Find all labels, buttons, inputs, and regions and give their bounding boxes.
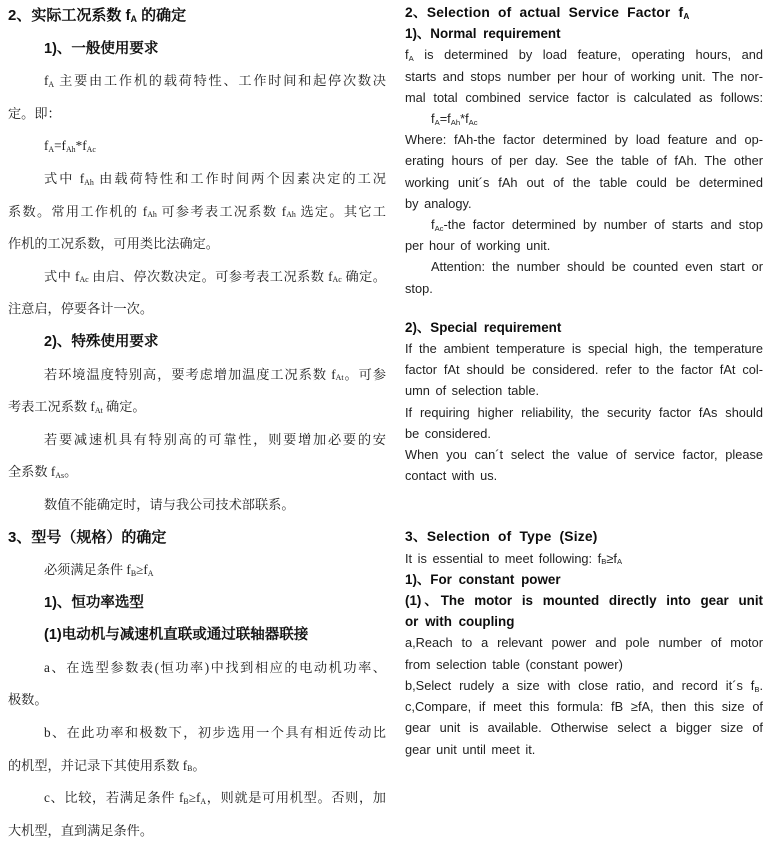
text-run: ≥f: [606, 550, 617, 566]
text-run: 2)、Special requirement: [405, 319, 562, 335]
text-line: [8, 554, 386, 587]
text-line: [405, 590, 763, 611]
text-run: 2、Selection of actual Service Factor f: [405, 5, 684, 20]
text-run: .: [759, 677, 763, 693]
subscript: A: [147, 568, 154, 578]
section-heading: [8, 522, 386, 555]
text-run: f: [44, 73, 49, 89]
section-heading: [8, 0, 386, 33]
text-run: a、在选型参数表(恒功率)中找到相应的电动机功率、: [44, 659, 386, 675]
text-run: starts and stops number per hour of working unit. The nor-: [405, 68, 763, 84]
text-run: 数值不能确定时，请与我公司技术部联系。: [44, 496, 295, 512]
text-run: 若环境温度特别高，要考虑增加温度工况系数 f: [44, 366, 336, 382]
text-line: [405, 739, 763, 760]
subscript: A: [48, 145, 55, 155]
text-line: [405, 66, 763, 87]
text-line: [8, 587, 386, 620]
text-line: [8, 196, 386, 229]
text-line: [8, 815, 386, 848]
text-run: f: [431, 111, 435, 127]
text-run: ≥f: [136, 562, 148, 578]
text-run: working unit´s fAh out of the table could be determined: [405, 174, 763, 190]
text-line: [405, 359, 763, 380]
subsection-heading: [8, 326, 386, 359]
formula: [405, 108, 763, 129]
paragraph: [8, 261, 386, 326]
text-run: When you can´t select the value of service factor, please: [405, 447, 763, 463]
text-line: [8, 65, 386, 98]
text-run: 选定。其它工: [295, 203, 386, 219]
text-run: 系数。常用工作机的 f: [8, 203, 148, 219]
subscript: B: [754, 684, 760, 694]
paragraph: [8, 782, 386, 847]
text-line: [8, 163, 386, 196]
formula: [8, 130, 386, 163]
text-line: [8, 717, 386, 750]
text-line: [405, 526, 763, 547]
text-line: [405, 2, 763, 23]
subscript: At: [335, 373, 344, 383]
text-run: If requiring higher reliability, the security factor fAs should: [405, 404, 763, 420]
paragraph: [8, 163, 386, 261]
text-line: [8, 750, 386, 783]
text-line: [405, 338, 763, 359]
text-run: *f: [75, 138, 87, 154]
text-line: [405, 632, 763, 653]
text-run: 确定。: [102, 399, 146, 415]
text-run: 极数。: [8, 692, 48, 708]
text-line: [405, 193, 763, 214]
paragraph: [405, 675, 763, 696]
text-line: [8, 130, 386, 163]
paragraph: [405, 129, 763, 214]
text-line: [405, 465, 763, 486]
right-column-english: [405, 2, 763, 760]
paragraph: [405, 548, 763, 569]
paragraph: [8, 424, 386, 489]
text-run: 考表工况系数 f: [8, 399, 95, 415]
subscript: A: [408, 54, 414, 64]
spacer: [405, 299, 763, 317]
subscript: B: [601, 557, 607, 567]
text-run: 1)、恒功率选型: [44, 594, 144, 611]
paragraph: [8, 359, 386, 424]
subscript: Ah: [147, 210, 157, 220]
text-run: stop.: [405, 280, 433, 296]
text-run: =f: [439, 111, 451, 127]
text-run: gear unit until meet it.: [405, 741, 536, 757]
subsubsection-heading: [8, 619, 386, 652]
subscript: A: [200, 796, 207, 806]
subscript: B: [183, 796, 189, 806]
text-line: [405, 256, 763, 277]
text-line: [8, 293, 386, 326]
text-run: *f: [460, 111, 469, 127]
text-run: umn of selection table.: [405, 383, 540, 399]
spacer: [405, 486, 763, 526]
paragraph: [405, 338, 763, 402]
text-run: a,Reach to a relevant power and pole number of motor: [405, 635, 763, 651]
text-line: [8, 684, 386, 717]
text-line: [8, 456, 386, 489]
text-run: per hour of working unit.: [405, 238, 551, 254]
subsection-heading: [405, 569, 763, 590]
subscript: A: [130, 13, 138, 24]
text-run: f: [405, 47, 409, 63]
subscript: Ac: [468, 117, 478, 127]
text-run: 确定。: [341, 268, 386, 284]
text-run: or with coupling: [405, 614, 515, 630]
text-run: 的机型，并记录下其使用系数 f: [8, 757, 188, 773]
text-run: mal total combined service factor is calculated as follows:: [405, 89, 763, 105]
text-line: [405, 235, 763, 256]
subscript: A: [683, 11, 690, 21]
paragraph: [405, 632, 763, 674]
text-run: b、在此功率和极数下，初步选用一个具有相近传动比: [44, 725, 386, 741]
text-run: 。可参: [343, 366, 386, 382]
text-line: [8, 489, 386, 522]
subsection-heading: [405, 317, 763, 338]
subscript: As: [55, 471, 65, 481]
text-run: b,Select rudely a size with close ratio, and record it´s f: [405, 677, 755, 693]
text-run: is determined by load feature, operating hours, and: [413, 47, 763, 63]
text-run: be considered.: [405, 425, 491, 441]
text-run: from selection table (constant power): [405, 656, 623, 672]
text-line: [405, 696, 763, 717]
text-line: [405, 278, 763, 299]
text-run: gear unit is available. Otherwise select a bigger size of: [405, 720, 763, 736]
text-line: [8, 619, 386, 652]
subscript: Ah: [65, 145, 76, 155]
subscript: At: [94, 405, 103, 415]
text-run: 1)、For constant power: [405, 571, 561, 587]
text-run: 大机型，直到满足条件。: [8, 822, 154, 838]
text-line: [405, 717, 763, 738]
text-line: [405, 214, 763, 235]
text-line: [405, 172, 763, 193]
text-run: 3、型号（规格）的确定: [8, 528, 167, 546]
text-line: [405, 611, 763, 632]
text-line: [405, 380, 763, 401]
section-heading: [405, 2, 763, 23]
text-run: Attention: the number should be counted even start or: [431, 259, 763, 275]
text-line: [405, 150, 763, 171]
text-run: f: [44, 138, 49, 154]
subsection-heading: [8, 587, 386, 620]
text-line: [405, 423, 763, 444]
text-run: It is essential to meet following: f: [405, 550, 602, 566]
text-run: 。: [192, 757, 206, 773]
text-run: erating hours of per day. See the table of fAh. The other: [405, 153, 763, 169]
text-run: (1)电动机与减速机直联或通过联轴器联接: [44, 627, 309, 644]
text-run: 作机的工况系数，可用类比法确定。: [8, 236, 219, 252]
text-run: 的确定: [137, 7, 187, 24]
paragraph: [8, 652, 386, 717]
text-line: [8, 228, 386, 261]
text-line: [405, 444, 763, 465]
text-line: [405, 129, 763, 150]
subscript: Ah: [450, 117, 461, 127]
text-line: [8, 33, 386, 66]
text-run: 。: [64, 464, 78, 480]
text-line: [405, 87, 763, 108]
text-run: 式中 f: [44, 170, 85, 186]
text-line: [8, 522, 386, 555]
subsubsection-heading: [405, 590, 763, 632]
text-line: [405, 654, 763, 675]
text-line: [405, 569, 763, 590]
text-line: [8, 782, 386, 815]
paragraph: [405, 256, 763, 298]
text-run: 必须满足条件 f: [44, 562, 131, 578]
paragraph: [405, 444, 763, 486]
paragraph: [405, 214, 763, 256]
text-line: [405, 675, 763, 696]
subsection-heading: [405, 23, 763, 44]
paragraph: [8, 489, 386, 522]
text-run: 2)、特殊使用要求: [44, 333, 159, 350]
text-run: 由启、停次数决定。可参考表工况系数 f: [88, 268, 333, 284]
subscript: Ac: [79, 275, 89, 285]
text-run: 1)、一般使用要求: [44, 40, 159, 57]
text-run: 若要减速机具有特别高的可靠性，则要增加必要的安: [44, 431, 386, 447]
subscript: Ac: [332, 275, 342, 285]
paragraph: [405, 696, 763, 760]
subscript: Ah: [84, 177, 94, 187]
text-line: [405, 108, 763, 129]
subscript: Ah: [286, 210, 296, 220]
subsection-heading: [8, 33, 386, 66]
text-run: f: [431, 217, 435, 233]
text-run: 式中 f: [44, 268, 80, 284]
text-run: =f: [54, 138, 66, 154]
text-line: [8, 261, 386, 294]
paragraph: [8, 717, 386, 782]
subscript: B: [130, 568, 137, 578]
text-line: [405, 548, 763, 569]
text-run: ≥f: [188, 790, 201, 806]
subscript: Ac: [86, 145, 96, 155]
subscript: A: [48, 79, 55, 89]
subscript: A: [434, 117, 440, 127]
text-run: contact with us.: [405, 468, 498, 484]
text-line: [8, 359, 386, 392]
paragraph: [8, 554, 386, 587]
text-run: 由载荷特性和工作时间两个因素决定的工况: [93, 170, 386, 186]
paragraph: [405, 402, 763, 444]
text-line: [405, 44, 763, 65]
text-line: [8, 391, 386, 424]
text-line: [8, 424, 386, 457]
text-run: -the factor determined by number of starts and stop: [443, 217, 763, 233]
text-line: [8, 98, 386, 131]
text-run: (1)、The motor is mounted directly into gear unit: [405, 593, 763, 609]
section-heading: [405, 526, 763, 547]
text-line: [405, 317, 763, 338]
text-run: If the ambient temperature is special high, the temperature: [405, 341, 763, 357]
text-run: c、比较，若满足条件 f: [44, 790, 184, 806]
text-line: [8, 0, 386, 33]
text-run: 全系数 f: [8, 464, 56, 480]
text-run: 定。即：: [8, 105, 61, 121]
subscript: A: [616, 557, 623, 567]
text-run: Where: fAh-the factor determined by load feature and op-: [405, 132, 763, 148]
text-line: [405, 402, 763, 423]
left-column-chinese: [8, 0, 386, 847]
text-run: factor fAt should be considered. refer to the factor fAt col-: [405, 362, 763, 378]
text-run: 主要由工作机的载荷特性、工作时间和起停次数决: [54, 73, 386, 89]
text-run: c,Compare, if meet this formula: fB ≥fA, then this size of: [405, 699, 763, 715]
text-line: [405, 23, 763, 44]
subscript: B: [187, 764, 193, 774]
text-run: by analogy.: [405, 195, 472, 211]
text-line: [8, 652, 386, 685]
text-line: [8, 326, 386, 359]
text-run: 1)、Normal requirement: [405, 26, 561, 42]
text-run: 可参考表工况系数 f: [156, 203, 287, 219]
paragraph: [8, 65, 386, 130]
text-run: 3、Selection of Type (Size): [405, 529, 598, 545]
text-run: 注意启，停要各计一次。: [8, 301, 154, 317]
text-run: ，则就是可用机型。否则，加: [206, 790, 386, 806]
text-run: 2、实际工况系数 f: [8, 7, 131, 24]
paragraph: [405, 44, 763, 108]
subscript: Ac: [434, 223, 444, 233]
